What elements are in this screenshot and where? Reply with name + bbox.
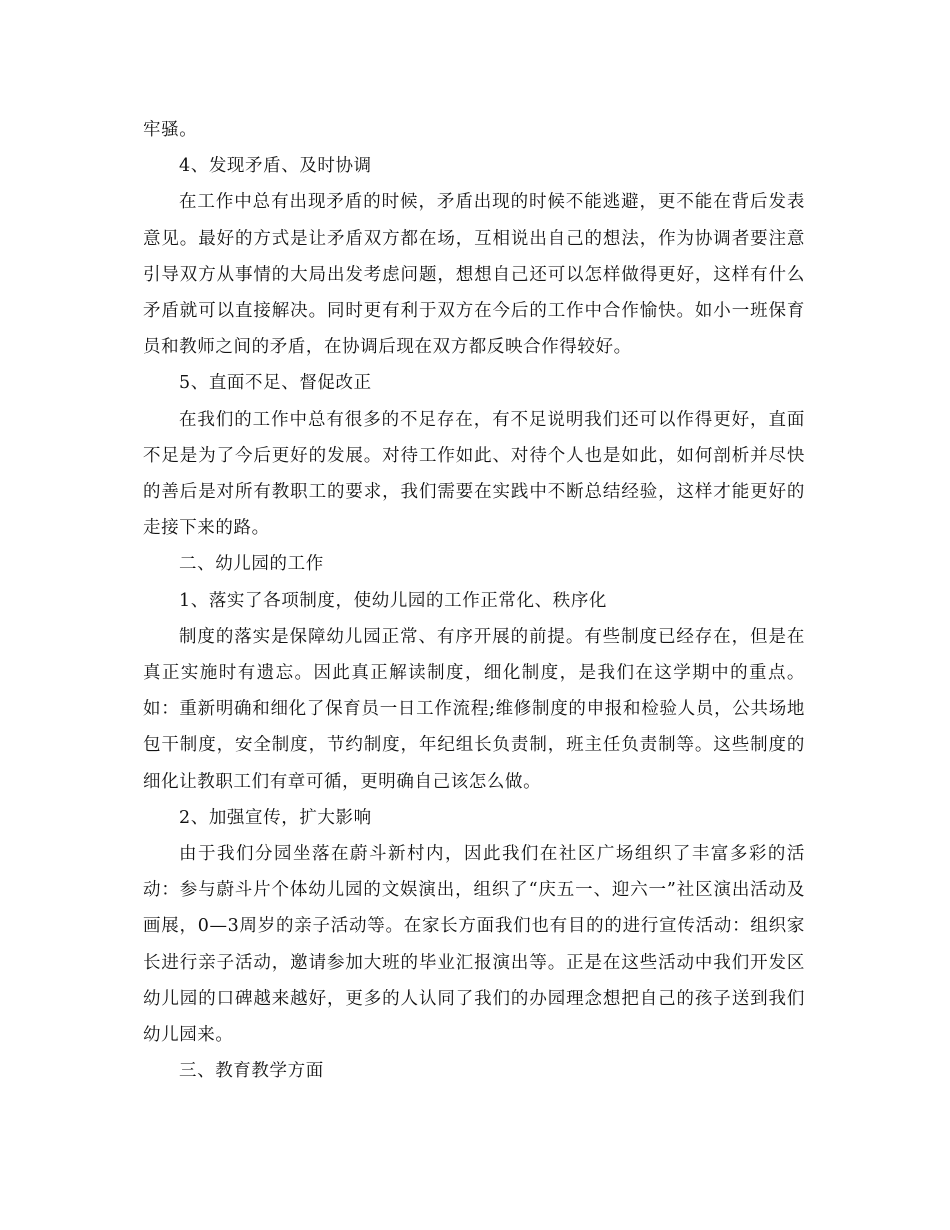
paragraph: 由于我们分园坐落在蔚斗新村内，因此我们在社区广场组织了丰富多彩的活动：参与蔚斗片个体幼儿园的文娱演出，组织了“庆五一、迎六一”社区演出活动及画展，0—3周岁的亲子活动等。在家长方面我们也有目的的进行宣传活动：组织家长进行亲子活动，邀请参加大班的毕业汇报演出等。正是在这些活动中我们开发区幼儿园的口碑越来越好，更多的人认同了我们的办园理念想把自己的孩子送到我们幼儿园来。 [143, 844, 805, 1046]
section-heading: 二、幼儿园的工作 [179, 554, 324, 575]
paragraph: 制度的落实是保障幼儿园正常、有序开展的前提。有些制度已经存在，但是在真正实施时有遗忘。因此真正解读制度，细化制度，是我们在这学期中的重点。如：重新明确和细化了保育员一日工作流程;维修制度的申报和检验人员，公共场地包干制度，安全制度，节约制度，年纪组长负责制，班主任负责制等。这些制度的细化让教职工们有章可循，更明确自己该怎么做。 [143, 626, 805, 792]
section-heading: 2、加强宣传，扩大影响 [179, 807, 372, 828]
section-heading: 三、教育教学方面 [179, 1061, 324, 1082]
section-heading: 5、直面不足、督促改正 [179, 373, 372, 394]
paragraph: 牢骚。 [143, 120, 198, 140]
paragraph: 在工作中总有出现矛盾的时候，矛盾出现的时候不能逃避，更不能在背后发表意见。最好的方式是让矛盾双方都在场，互相说出自己的想法，作为协调者要注意引导双方从事情的大局出发考虑问题，想想自己还可以怎样做得更好，这样有什么矛盾就可以直接解决。同时更有利于双方在今后的工作中合作愉快。如小一班保育员和教师之间的矛盾，在协调后现在双方都反映合作得较好。 [143, 192, 805, 358]
section-heading: 4、发现矛盾、及时协调 [179, 156, 372, 177]
paragraph: 在我们的工作中总有很多的不足存在，有不足说明我们还可以作得更好，直面不足是为了今后更好的发展。对待工作如此、对待个人也是如此，如何剖析并尽快的善后是对所有教职工的要求，我们需要在实践中不断总结经验，这样才能更好的走接下来的路。 [143, 409, 805, 539]
section-heading: 1、落实了各项制度，使幼儿园的工作正常化、秩序化 [179, 590, 608, 611]
document-body [143, 112, 805, 1089]
